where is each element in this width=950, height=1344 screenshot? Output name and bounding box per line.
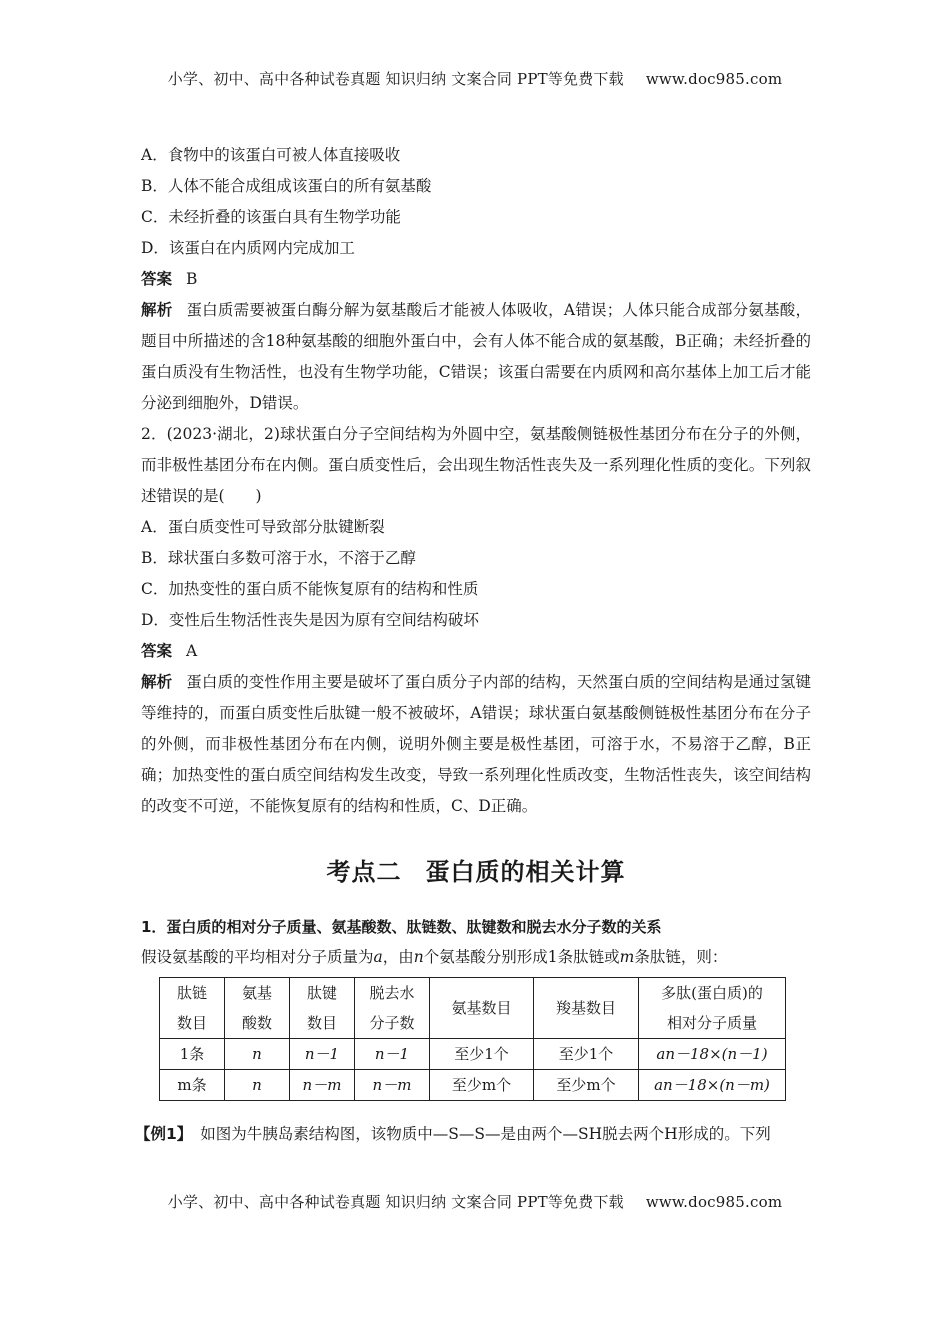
header-url[interactable]: www.doc985.com xyxy=(645,70,783,88)
assumption-line: 假设氨基酸的平均相对分子质量为a，由n个氨基酸分别形成1条肽链或m条肽链，则： xyxy=(141,948,728,966)
header-text: 小学、初中、高中各种试卷真题 知识归纳 文案合同 PPT等免费下载 xyxy=(167,70,624,88)
section-title xyxy=(141,852,811,887)
subsection-heading: 1．蛋白质的相对分子质量、氨基酸数、肽链数、肽键数和脱去水分子数的关系 xyxy=(141,918,662,936)
header-cell: 多肽(蛋白质)的 相对分子质量 xyxy=(639,978,786,1039)
document-body xyxy=(135,140,811,1150)
q2-option-a: A．蛋白质变性可导致部分肽键断裂 xyxy=(141,518,385,536)
calculation-table xyxy=(159,977,786,1101)
header-cell: 氨基 酸数 xyxy=(225,978,290,1039)
page-footer xyxy=(0,1191,950,1212)
answer-value: B xyxy=(186,270,198,288)
q2-option-b: B．球状蛋白多数可溶于水，不溶于乙醇 xyxy=(141,549,416,567)
table-header-row xyxy=(160,978,786,1039)
analysis-label: 解析 xyxy=(141,301,173,319)
header-cell: 脱去水 分子数 xyxy=(355,978,430,1039)
q2-answer xyxy=(141,636,811,667)
q2-analysis xyxy=(141,667,811,822)
page-header xyxy=(0,68,950,89)
answer-label: 答案 xyxy=(141,270,173,288)
footer-url[interactable]: www.doc985.com xyxy=(645,1193,783,1211)
table-row: 1条 n n－1 n－1 至少1个 至少1个 an－18×(n－1) xyxy=(160,1039,786,1070)
analysis-text: 蛋白质的变性作用主要是破坏了蛋白质分子内部的结构，天然蛋白质的空间结构是通过氢键等维持的，而蛋白质变性后肽键一般不被破坏，A错误；球状蛋白氨基酸侧链极性基团分布在分子的外侧，而非极性基团分布在内侧，说明外侧主要是极性基团，可溶于水，不易溶于乙醇，B正确；加热变性的蛋白质空间结构发生改变，导致一系列理化性质改变，生物活性丧失，该空间结构的改变不可逆，不能恢复原有的结构和性质，C、D正确。 xyxy=(141,673,811,815)
answer-value: A xyxy=(186,642,198,660)
analysis-label: 解析 xyxy=(141,673,173,691)
answer-label: 答案 xyxy=(141,642,173,660)
example-1 xyxy=(135,1119,811,1150)
table-row: m条 n n－m n－m 至少m个 至少m个 an－18×(n－m) xyxy=(160,1070,786,1101)
q2-option-d: D．变性后生物活性丧失是因为原有空间结构破坏 xyxy=(141,611,479,629)
footer-text: 小学、初中、高中各种试卷真题 知识归纳 文案合同 PPT等免费下载 xyxy=(167,1193,624,1211)
header-cell: 氨基数目 xyxy=(430,978,534,1039)
section-name: 蛋白质的相关计算 xyxy=(425,858,626,886)
example-text: 如图为牛胰岛素结构图，该物质中—S—S—是由两个—SH脱去两个H形成的。下列 xyxy=(200,1125,771,1143)
q1-option-d: D．该蛋白在内质网内完成加工 xyxy=(141,239,355,257)
q2-stem: 2．(2023·湖北，2)球状蛋白分子空间结构为外圆中空，氨基酸侧链极性基团分布在分子的外侧，而非极性基团分布在内侧。蛋白质变性后，会出现生物活性丧失及一系列理化性质的变化。下列叙述错误的是( ) xyxy=(141,425,811,505)
example-tag: 【例1】 xyxy=(135,1125,193,1143)
q1-analysis xyxy=(141,295,811,419)
section-number: 考点二 xyxy=(326,858,402,886)
q1-option-c: C．未经折叠的该蛋白具有生物学功能 xyxy=(141,208,401,226)
header-cell: 肽链 数目 xyxy=(160,978,225,1039)
analysis-text: 蛋白质需要被蛋白酶分解为氨基酸后才能被人体吸收，A错误；人体只能合成部分氨基酸，题目中所描述的含18种氨基酸的细胞外蛋白中，会有人体不能合成的氨基酸，B正确；未经折叠的蛋白质没有生物活性，也没有生物学功能，C错误；该蛋白需要在内质网和高尔基体上加工后才能分泌到细胞外，D错误。 xyxy=(141,301,811,412)
q1-answer xyxy=(141,264,811,295)
q1-option-b: B．人体不能合成组成该蛋白的所有氨基酸 xyxy=(141,177,432,195)
q2-option-c: C．加热变性的蛋白质不能恢复原有的结构和性质 xyxy=(141,580,479,598)
header-cell: 羧基数目 xyxy=(534,978,639,1039)
header-cell: 肽键 数目 xyxy=(290,978,355,1039)
q1-option-a: A．食物中的该蛋白可被人体直接吸收 xyxy=(141,146,401,164)
